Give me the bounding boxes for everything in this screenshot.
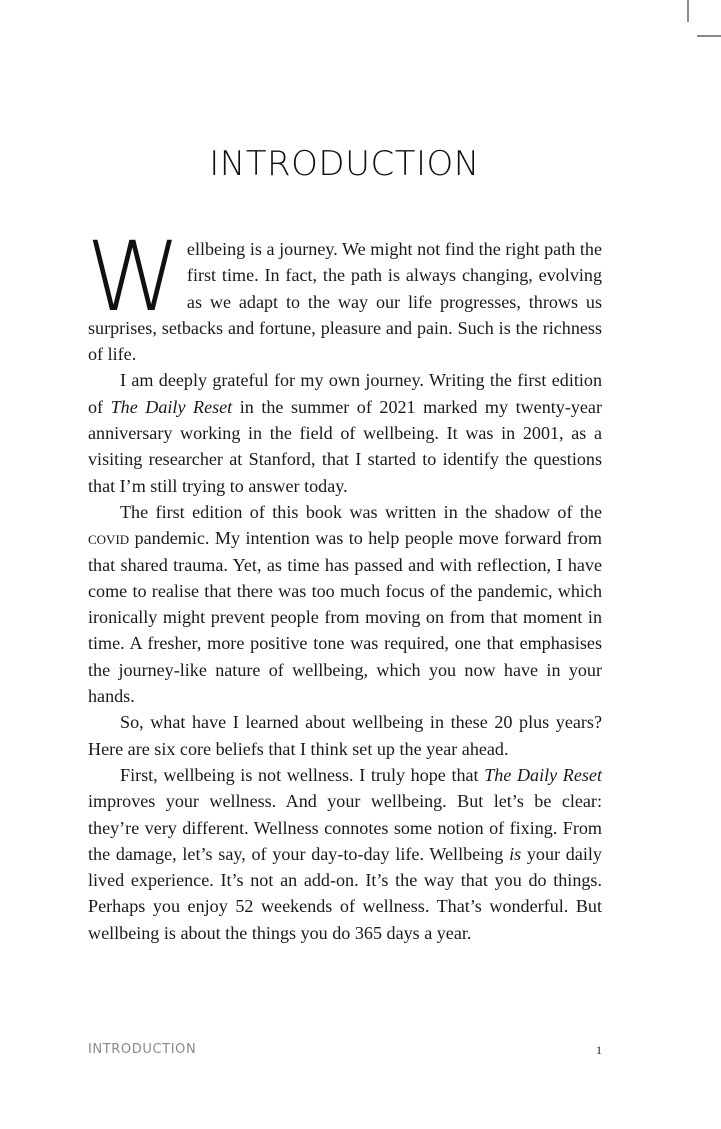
italic-run: The Daily Reset xyxy=(484,764,602,785)
paragraph xyxy=(88,367,602,498)
text-run: First, wellbeing is not wellness. I truly hope that xyxy=(120,764,485,785)
text-run: your daily lived experience. It’s not an add-on. It’s the way that you do things. Perhaps you enjoy 52 weekends of wellness. That’s wonderful. But wellbeing is about the things you do 365 days a year. xyxy=(88,843,602,943)
text-run: The first edition of this book was written in the shadow of the xyxy=(120,501,602,522)
italic-run: is xyxy=(509,843,522,864)
crop-mark-vertical xyxy=(687,0,689,22)
paragraph xyxy=(86,221,602,367)
text-run: So, what have I learned about wellbeing in these 20 plus years? Here are six core beliefs that I think set up the year ahead. xyxy=(88,712,602,759)
smallcaps-run: covid xyxy=(88,528,130,549)
italic-run: The Daily Reset xyxy=(110,396,233,417)
text-run: ellbeing is a journey. We might not find the right path the first time. In fact, the path is always changing, evolving as we adapt to the way our life progresses, throws us surprises, setbacks and fortune, pleasure and pain. Such is the richness of life. xyxy=(88,239,602,365)
paragraph xyxy=(88,762,602,946)
text-run: improves your wellness. And your wellbeing. But let’s be clear: they’re very different. Wellness connotes some notion of fixing. From the damage, let’s say, of your day-to-day life. Wellbeing xyxy=(88,791,602,864)
text-run: pandemic. My intention was to help people move forward from that shared trauma. Yet, as time has passed and with reflection, I have come to realise that there was too much focus of the pandemic, which ironically might prevent people from moving on from that moment in time. A fresher, more positive tone was required, one that emphasises the journey-like nature of wellbeing, which you now have in your hands. xyxy=(88,528,602,707)
crop-mark-horizontal xyxy=(697,35,721,37)
text-run: I am deeply grateful for my own journey. Writing the first edition of xyxy=(88,370,602,417)
paragraph xyxy=(88,499,602,709)
chapter-title: INTRODUCTION xyxy=(209,144,480,184)
page-number: 1 xyxy=(596,1043,602,1057)
paragraph xyxy=(88,709,602,762)
body-text xyxy=(86,221,602,946)
running-head: INTRODUCTION xyxy=(88,1042,197,1057)
text-run: in the summer of 2021 marked my twenty-year anniversary working in the field of wellbeing. It was in 2001, as a visiting researcher at Stanford, that I started to identify the questions that I’m still trying to answer today. xyxy=(88,396,602,496)
drop-cap: W xyxy=(86,221,181,333)
